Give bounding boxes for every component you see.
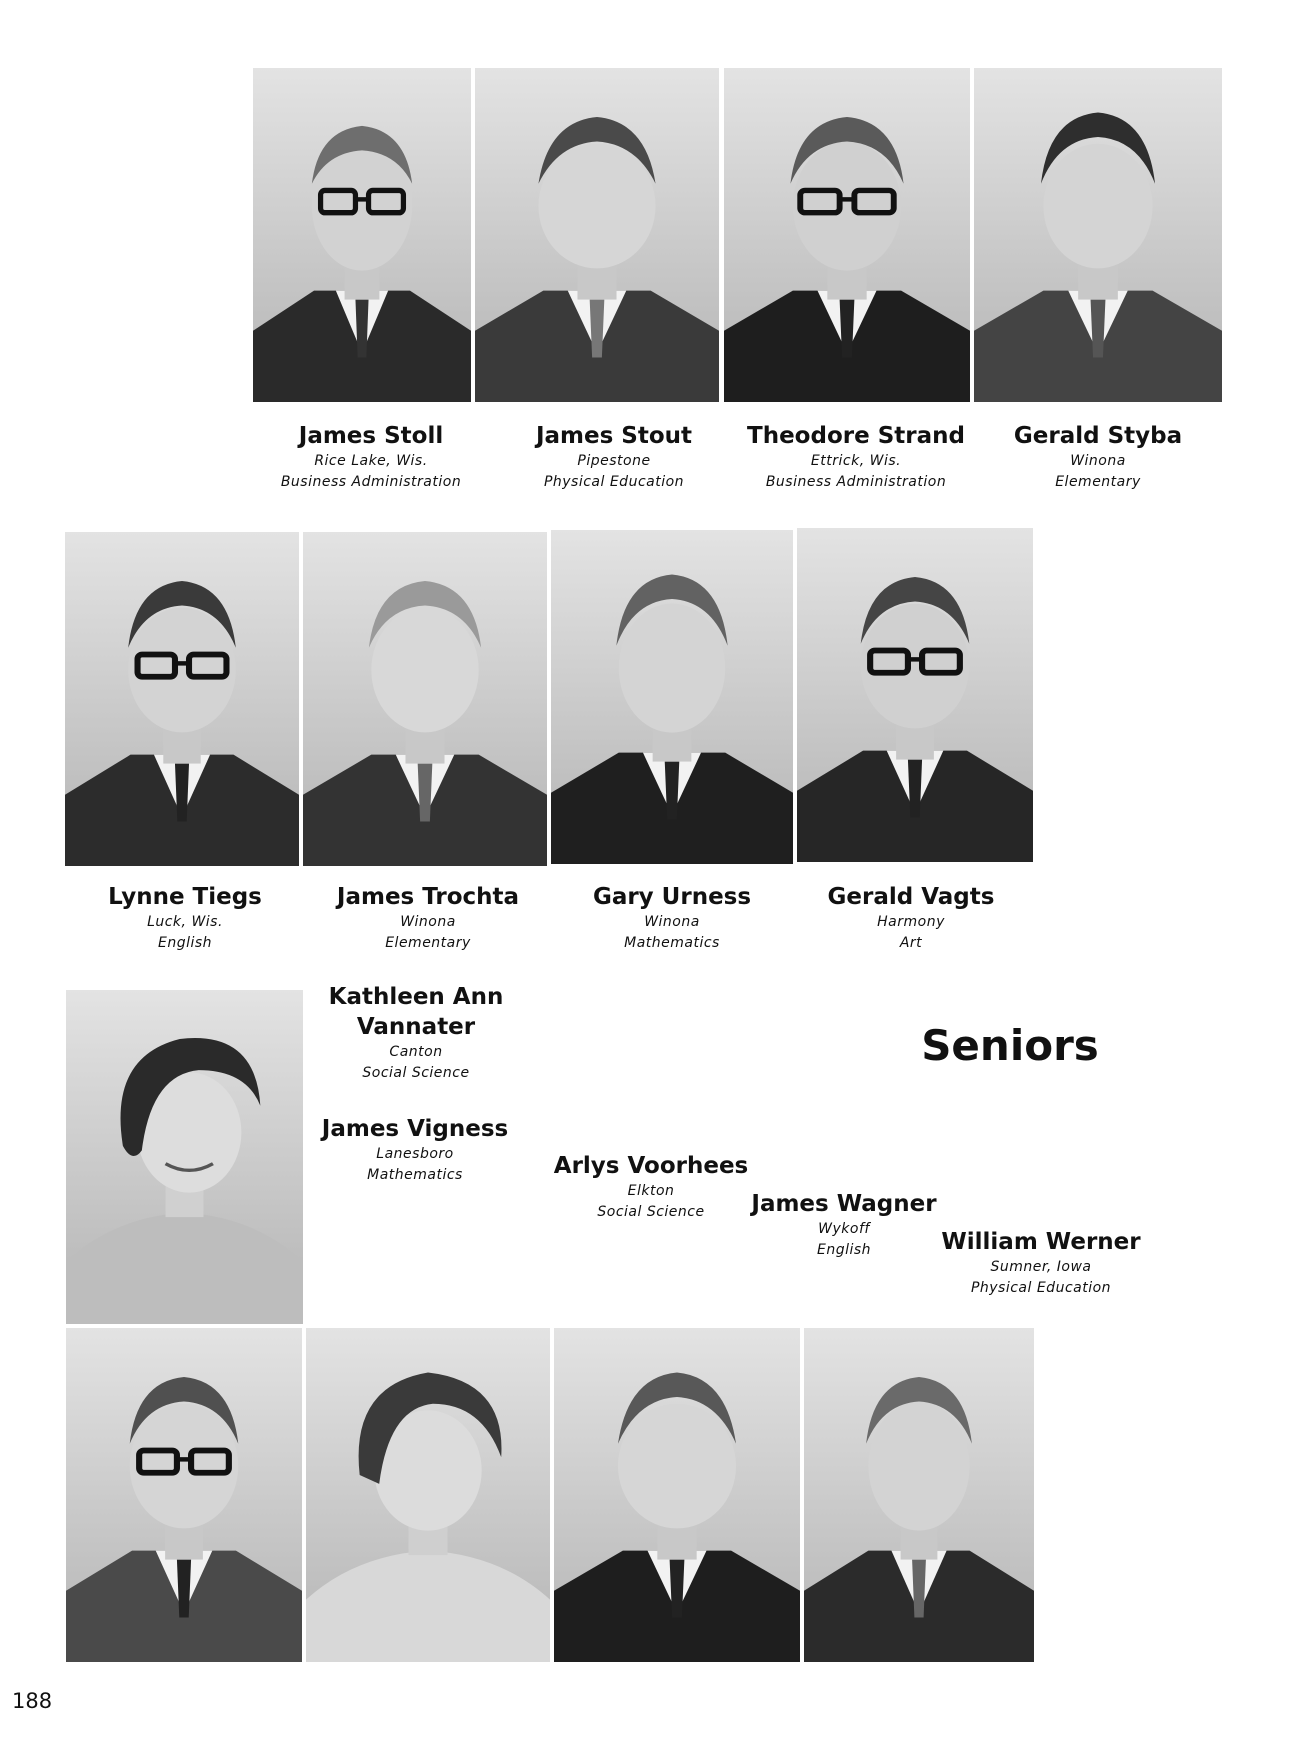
senior-major: Elementary [1055, 474, 1141, 490]
senior-hometown: Ettrick, Wis. [810, 453, 902, 469]
portrait-james-vigness [66, 1328, 302, 1662]
senior-major: Business Administration [280, 474, 462, 490]
portrait-james-trochta [303, 532, 547, 866]
senior-caption [726, 421, 986, 493]
senior-name-line2: Vannater [356, 1014, 476, 1040]
senior-caption [298, 882, 558, 954]
senior-hometown: Lanesboro [376, 1146, 454, 1162]
senior-hometown: Canton [389, 1044, 443, 1060]
senior-name: Lynne Tiegs [108, 884, 262, 910]
senior-caption [241, 421, 501, 493]
senior-caption [285, 1114, 545, 1186]
senior-hometown: Sumner, Iowa [990, 1259, 1092, 1275]
senior-name: Gerald Vagts [827, 884, 995, 910]
portrait-james-stout [475, 68, 719, 402]
senior-caption [55, 882, 315, 954]
portrait-james-wagner [554, 1328, 800, 1662]
senior-hometown: Pipestone [577, 453, 651, 469]
senior-hometown: Winona [1070, 453, 1126, 469]
senior-major: Art [899, 935, 923, 951]
senior-name-line1: Kathleen Ann [328, 984, 504, 1010]
senior-name: James Stout [535, 423, 693, 449]
senior-hometown: Elkton [627, 1183, 675, 1199]
senior-major: Social Science [597, 1204, 705, 1220]
senior-major: Physical Education [543, 474, 685, 490]
senior-hometown: Luck, Wis. [147, 914, 223, 930]
senior-major: Social Science [362, 1065, 470, 1081]
senior-caption [781, 882, 1041, 954]
senior-major: Mathematics [367, 1167, 463, 1183]
senior-hometown: Winona [644, 914, 700, 930]
senior-major: English [157, 935, 213, 951]
senior-name: Gerald Styba [1013, 423, 1183, 449]
page-number: 188 [12, 1689, 53, 1713]
senior-caption [542, 882, 802, 954]
senior-name: William Werner [941, 1229, 1141, 1255]
senior-name: James Trochta [336, 884, 520, 910]
portrait-lynne-tiegs [65, 532, 299, 866]
portrait-theodore-strand [724, 68, 970, 402]
section-title: Seniors [921, 1021, 1099, 1070]
senior-caption [286, 982, 546, 1084]
senior-major: Elementary [385, 935, 471, 951]
senior-major: English [816, 1242, 872, 1258]
senior-caption [911, 1227, 1171, 1299]
portrait-gerald-vagts [797, 528, 1033, 862]
portrait-james-stoll [253, 68, 471, 402]
senior-name: James Vigness [321, 1116, 509, 1142]
senior-name: Theodore Strand [747, 423, 965, 449]
senior-major: Physical Education [970, 1280, 1112, 1296]
senior-name: James Wagner [751, 1191, 937, 1217]
portrait-gary-urness [551, 530, 793, 864]
senior-caption [968, 421, 1228, 493]
senior-hometown: Winona [400, 914, 456, 930]
senior-major: Business Administration [765, 474, 947, 490]
senior-name: Arlys Voorhees [553, 1153, 749, 1179]
portrait-kathleen-ann-vannater [66, 990, 303, 1324]
senior-name: James Stoll [298, 423, 444, 449]
portrait-william-werner [804, 1328, 1034, 1662]
senior-major: Mathematics [624, 935, 720, 951]
senior-hometown: Harmony [877, 914, 945, 930]
senior-caption [484, 421, 744, 493]
senior-hometown: Wykoff [818, 1221, 870, 1237]
senior-hometown: Rice Lake, Wis. [314, 453, 428, 469]
senior-name: Gary Urness [592, 884, 752, 910]
portrait-gerald-styba [974, 68, 1222, 402]
portrait-arlys-voorhees [306, 1328, 550, 1662]
